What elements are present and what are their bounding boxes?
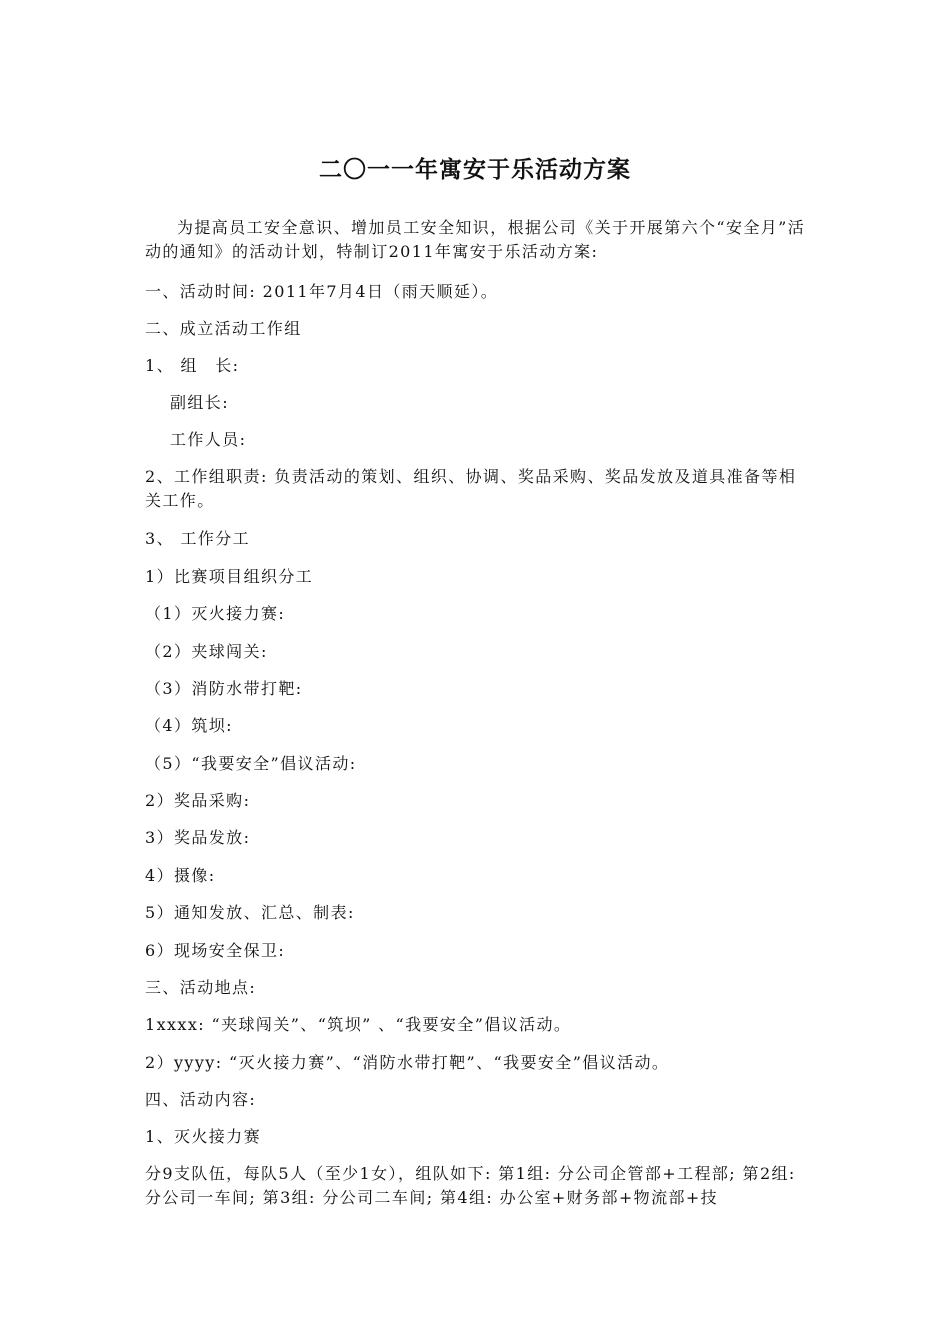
staff-line: 工作人员: bbox=[170, 430, 247, 449]
document-title: 二〇一一年寓安于乐活动方案 bbox=[319, 157, 631, 183]
vice-leader-line: 副组长: bbox=[170, 393, 229, 412]
division-subitem-5: （5）“我要安全”倡议活动: bbox=[145, 754, 357, 773]
content-item-1-text: 分9支队伍，每队5人（至少1女），组队如下: 第1组: 分公司企管部+工程部; 第2组: 分公司一车间; 第3组: 分公司二车间; 第4组: 办公室+财务部+物流部+技 bbox=[145, 1164, 796, 1207]
duty-paragraph: 2、工作组职责: 负责活动的策划、组织、协调、奖品采购、奖品发放及道具准备等相关工作。 bbox=[145, 467, 797, 510]
section-time: 一、活动时间: 2011年7月4日（雨天顺延）。 bbox=[145, 282, 499, 301]
section-workgroup: 二、成立活动工作组 bbox=[145, 319, 302, 338]
division-item-3: 3）奖品发放: bbox=[145, 828, 251, 847]
section-content: 四、活动内容: bbox=[145, 1090, 257, 1109]
division-subitem-4: （4）筑坝: bbox=[145, 716, 233, 735]
intro-paragraph: 为提高员工安全意识、增加员工安全知识，根据公司《关于开展第六个“安全月”活动的通知》的活动计划，特制订2011年寓安于乐活动方案: bbox=[145, 218, 806, 261]
division-subitem-3: （3）消防水带打靶: bbox=[145, 679, 303, 698]
location-2: 2）yyyy: “灭火接力赛”、“消防水带打靶”、“我要安全”倡议活动。 bbox=[145, 1053, 670, 1072]
section-location: 三、活动地点: bbox=[145, 978, 257, 997]
location-1: 1xxxx: “夹球闯关”、“筑坝” 、“我要安全”倡议活动。 bbox=[145, 1015, 572, 1034]
division-item-4: 4）摄像: bbox=[145, 866, 216, 885]
content-item-1: 1、灭火接力赛 bbox=[145, 1127, 261, 1146]
division-heading: 3、 工作分工 bbox=[145, 529, 251, 548]
division-item-5: 5）通知发放、汇总、制表: bbox=[145, 903, 355, 922]
division-item-6: 6）现场安全保卫: bbox=[145, 941, 286, 960]
division-item-1: 1）比赛项目组织分工 bbox=[145, 567, 314, 586]
division-subitem-2: （2）夹球闯关: bbox=[145, 642, 268, 661]
division-subitem-1: （1）灭火接力赛: bbox=[145, 604, 286, 623]
leader-line: 1、 组 长: bbox=[145, 356, 240, 375]
division-item-2: 2）奖品采购: bbox=[145, 791, 251, 810]
